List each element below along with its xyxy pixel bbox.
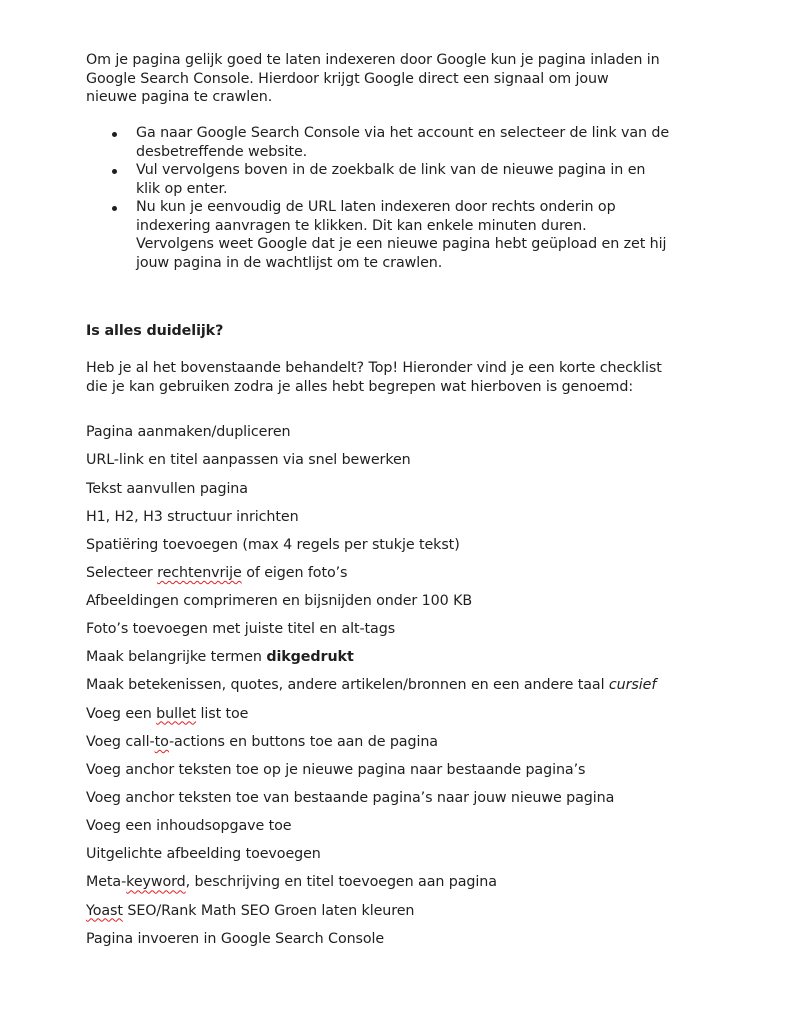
checklist-item: Uitgelichte afbeelding toevoegen (86, 846, 321, 863)
intro-line: nieuwe pagina te crawlen. (86, 89, 273, 106)
checklist-item: Voeg call-to-actions en buttons toe aan de pagina (86, 733, 438, 750)
checklist-item: Foto’s toevoegen met juiste titel en alt-tags (86, 621, 396, 638)
bold-text: dikgedrukt (266, 649, 354, 666)
section-intro: Heb je al het bovenstaande behandelt? Top! Hieronder vind je een korte checklist die je kan gebruiken zodra je alles hebt begrepen wat hierboven is genoemd: (86, 359, 662, 395)
checklist-item: Maak betekenissen, quotes, andere artikelen/bronnen en een andere taal cursief (86, 677, 657, 694)
bullet-item: Nu kun je eenvoudig de URL laten indexeren door rechts onderin op indexering aanvragen te klikken. Dit kan enkele minuten duren. Vervolgens weet Google dat je een nieuwe pagina hebt geüpload en zet hij jouw pagina in de wachtlijst om te crawlen. (86, 198, 726, 272)
intro-line: Om je pagina gelijk goed te laten indexeren door Google kun je pagina inladen in (86, 52, 660, 68)
bullet-icon (112, 132, 117, 137)
bullet-item: Ga naar Google Search Console via het account en selecteer de link van de desbetreffende website. (86, 124, 726, 161)
checklist-item: Yoast SEO/Rank Math SEO Groen laten kleuren (86, 902, 415, 919)
checklist-item: Pagina invoeren in Google Search Console (86, 930, 385, 947)
spellcheck-flagged-word[interactable]: Yoast (86, 902, 123, 919)
checklist-item: URL-link en titel aanpassen via snel bewerken (86, 452, 411, 469)
checklist-item: Spatiëring toevoegen (max 4 regels per stukje tekst) (86, 536, 460, 553)
checklist (86, 423, 726, 958)
document-page (86, 51, 726, 958)
checklist-item: Voeg anchor teksten toe op je nieuwe pagina naar bestaande pagina’s (86, 761, 586, 778)
checklist-item: H1, H2, H3 structuur inrichten (86, 508, 299, 525)
checklist-item: Selecteer rechtenvrije of eigen foto’s (86, 564, 348, 581)
intro-line: Google Search Console. Hierdoor krijgt Google direct een signaal om jouw (86, 70, 609, 87)
checklist-item: Afbeeldingen comprimeren en bijsnijden onder 100 KB (86, 593, 473, 610)
spellcheck-flagged-word[interactable]: keyword (126, 874, 186, 891)
checklist-item: Maak belangrijke termen dikgedrukt (86, 649, 354, 666)
checklist-item: Pagina aanmaken/dupliceren (86, 424, 291, 441)
spellcheck-flagged-word[interactable]: to (154, 733, 169, 750)
checklist-item: Meta-keyword, beschrijving en titel toevoegen aan pagina (86, 874, 497, 891)
bullet-item: Vul vervolgens boven in de zoekbalk de link van de nieuwe pagina in en klik op enter. (86, 161, 726, 198)
checklist-item: Voeg een inhoudsopgave toe (86, 818, 292, 835)
spellcheck-flagged-word[interactable]: rechtenvrije (157, 564, 242, 581)
italic-text: cursief (608, 677, 657, 694)
bullet-icon (112, 206, 117, 211)
checklist-item: Voeg een bullet list toe (86, 705, 249, 722)
steps-bullet-list (86, 124, 726, 272)
spellcheck-flagged-word[interactable]: bullet (156, 705, 197, 722)
section-heading: Is alles duidelijk? (86, 323, 224, 340)
intro-paragraph (86, 51, 726, 107)
checklist-item: Tekst aanvullen pagina (86, 480, 248, 497)
checklist-item: Voeg anchor teksten toe van bestaande pagina’s naar jouw nieuwe pagina (86, 790, 615, 807)
bullet-icon (112, 169, 117, 174)
